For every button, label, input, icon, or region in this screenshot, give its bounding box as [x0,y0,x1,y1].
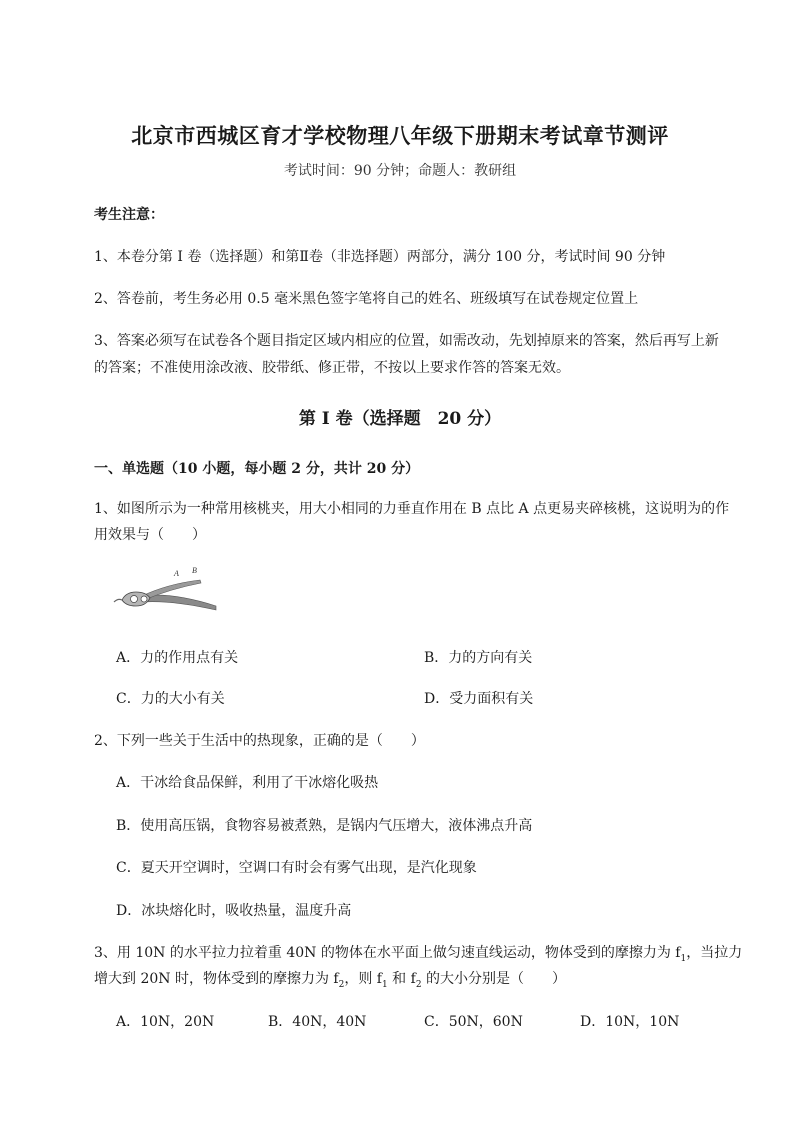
part-heading: 一、单选题（10 小题，每小题 2 分，共计 20 分） [94,461,420,477]
notice-heading: 考生注意： [94,207,164,223]
question-3-option-b[interactable]: B．40N，40N [268,1014,367,1030]
question-1-option-d[interactable]: D．受力面积有关 [424,691,534,707]
question-2-option-d[interactable]: D．冰块熔化时，吸收热量，温度升高 [116,903,352,919]
notice-item-3: 3、答案必须写在试卷各个题目指定区域内相应的位置，如需改动，先划掉原来的答案，然后再写上新 [94,333,719,349]
question-3-text-1: 3、用 10N 的水平拉力拉着重 40N 的物体在水平面上做匀速直线运动，物体受到的摩擦力为 f [94,945,681,961]
notice-item-2: 2、答卷前，考生务必用 0.5 毫米黑色签字笔将自己的姓名、班级填写在试卷规定位置上 [94,291,639,307]
walnut-cracker-figure [112,562,220,618]
exam-subtitle: 考试时间：90 分钟；命题人：教研组 [283,163,517,179]
notice-item-1: 1、本卷分第 I 卷（选择题）和第Ⅱ卷（非选择题）两部分，满分 100 分，考试时间 90 分钟 [94,249,666,265]
section-title: 第 I 卷（选择题 20 分） [298,409,502,429]
figure-label-a: A [174,569,179,578]
question-3-text-2: ，当拉力 [686,945,743,961]
question-3-stem-cont [94,968,566,990]
question-2-option-b[interactable]: B．使用高压锅，食物容易被煮熟，是锅内气压增大，液体沸点升高 [116,818,533,834]
question-3-sub-2: 2 [338,979,345,990]
question-2-option-a[interactable]: A．干冰给食品保鲜，利用了干冰熔化吸热 [116,775,379,791]
notice-item-3-cont: 的答案；不准使用涂改液、胶带纸、修正带，不按以上要求作答的答案无效。 [94,360,570,376]
question-3-sub-3: 1 [381,979,388,990]
question-1-option-b[interactable]: B．力的方向有关 [424,650,533,666]
question-1-stem-cont: 用效果与（ ） [94,527,206,543]
figure-label-b: B [192,566,197,575]
question-2-option-c[interactable]: C．夏天开空调时，空调口有时会有雾气出现，是汽化现象 [116,860,477,876]
question-3-option-d[interactable]: D．10N，10N [580,1014,680,1030]
question-1-option-a[interactable]: A．力的作用点有关 [116,650,239,666]
question-3-text-4: ，则 f [344,971,382,987]
question-1-option-c[interactable]: C．力的大小有关 [116,691,225,707]
question-3-option-c[interactable]: C．50N，60N [424,1014,523,1030]
question-3-sub-4: 2 [415,979,422,990]
exam-title: 北京市西城区育才学校物理八年级下册期末考试章节测评 [131,123,669,148]
question-3-stem [94,942,742,964]
question-3-text-6: 的大小分别是（ ） [421,971,566,987]
question-3-sub-1: 1 [680,953,687,964]
question-3-option-a[interactable]: A．10N，20N [116,1014,215,1030]
question-2-stem: 2、下列一些关于生活中的热现象，正确的是（ ） [94,733,425,749]
question-3-text-5: 和 f [387,971,416,987]
question-3-text-3: 增大到 20N 时，物体受到的摩擦力为 f [94,971,339,987]
question-1-stem: 1、如图所示为一种常用核桃夹，用大小相同的力垂直作用在 B 点比 A 点更易夹碎核桃，这说明为的作 [94,501,730,517]
